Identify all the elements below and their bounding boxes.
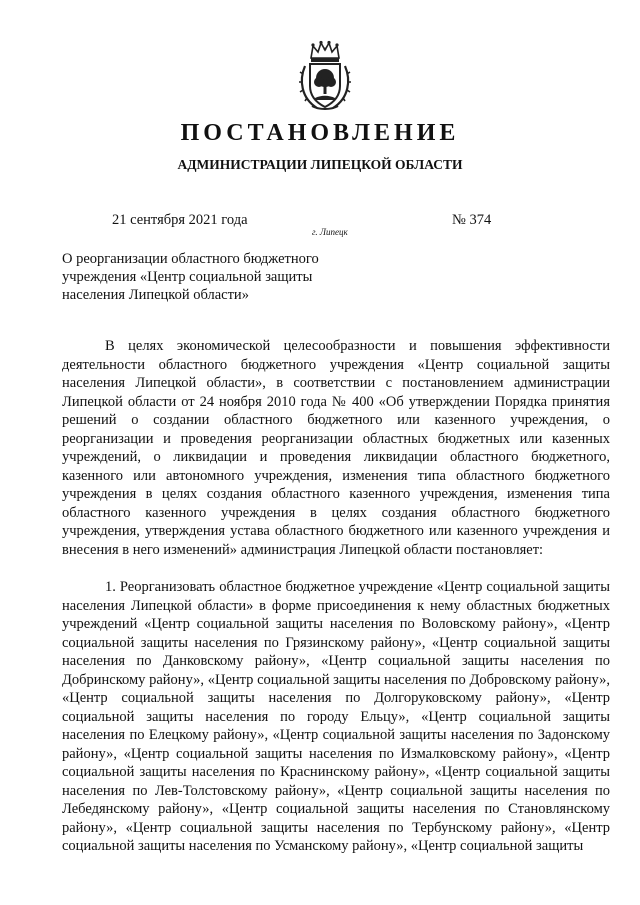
preamble-paragraph: В целях экономической целесообразности и повышения эффективности деятельности областного бюджетного учреждения «Центр социальной защиты населения Липецкой области», в соответствии с постановлением администрации Липецкой области от 24 ноября 2010 года № 400 «Об утверждении Порядка принятия решений о создании областного бюджетного или казенного учреждения, о реорганизации и проведения реорганизации областных бюджетных или казенных учреждений, о ликвидации и проведения ликвидации областного бюджетного, казенного или автономного учреждения, изменения типа областного бюджетного учреждения в целях создания областного казенного учреждения, изменения типа областного казенного учреждения в целях создания областного бюджетного учреждения, утверждения устава областного бюджетного или казенного учреждения и внесения в него изменений» администрация Липецкой области постановляет: — [62, 338, 610, 558]
subject-line: учреждения «Центр социальной защиты — [62, 269, 313, 285]
document-place: г. Липецк — [312, 227, 348, 237]
document-subject — [62, 250, 352, 304]
coat-of-arms-icon — [297, 40, 353, 112]
document-issuer: АДМИНИСТРАЦИИ ЛИПЕЦКОЙ ОБЛАСТИ — [177, 157, 463, 172]
document-number: № 374 — [452, 212, 492, 228]
clause-1-paragraph: 1. Реорганизовать областное бюджетное учреждение «Центр социальной защиты населения Липецкой области» в форме присоединения к нему областных бюджетных учреждений «Центр социальной защиты населения по Воловскому району», «Центр социальной защиты населения по Грязинскому району», «Центр социальной защиты населения по Данковскому району», «Центр социальной защиты населения по Добринскому району», «Центр социальной защиты населения по Добровскому району», «Центр социальной защиты населения по Долгоруковскому району», «Центр социальной защиты населения по городу Ельцу», «Центр социальной защиты населения по Елецкому району», «Центр социальной защиты населения по Задонскому району», «Центр социальной защиты населения по Измалковскому району», «Центр социальной защиты населения по Краснинскому району», «Центр социальной защиты населения по Лев-Толстовскому району», «Центр социальной защиты населения по Лебедянскому району», «Центр социальной защиты населения по Становлянскому району», «Центр социальной защиты населения по Тербунскому району», «Центр социальной защиты населения по Усманскому району», «Центр социальной защиты — [62, 579, 610, 854]
document-title: ПОСТАНОВЛЕНИЕ — [180, 120, 460, 146]
document-date: 21 сентября 2021 года — [112, 212, 248, 228]
subject-line: О реорганизации областного бюджетного — [62, 251, 319, 267]
subject-line: населения Липецкой области» — [62, 287, 249, 303]
